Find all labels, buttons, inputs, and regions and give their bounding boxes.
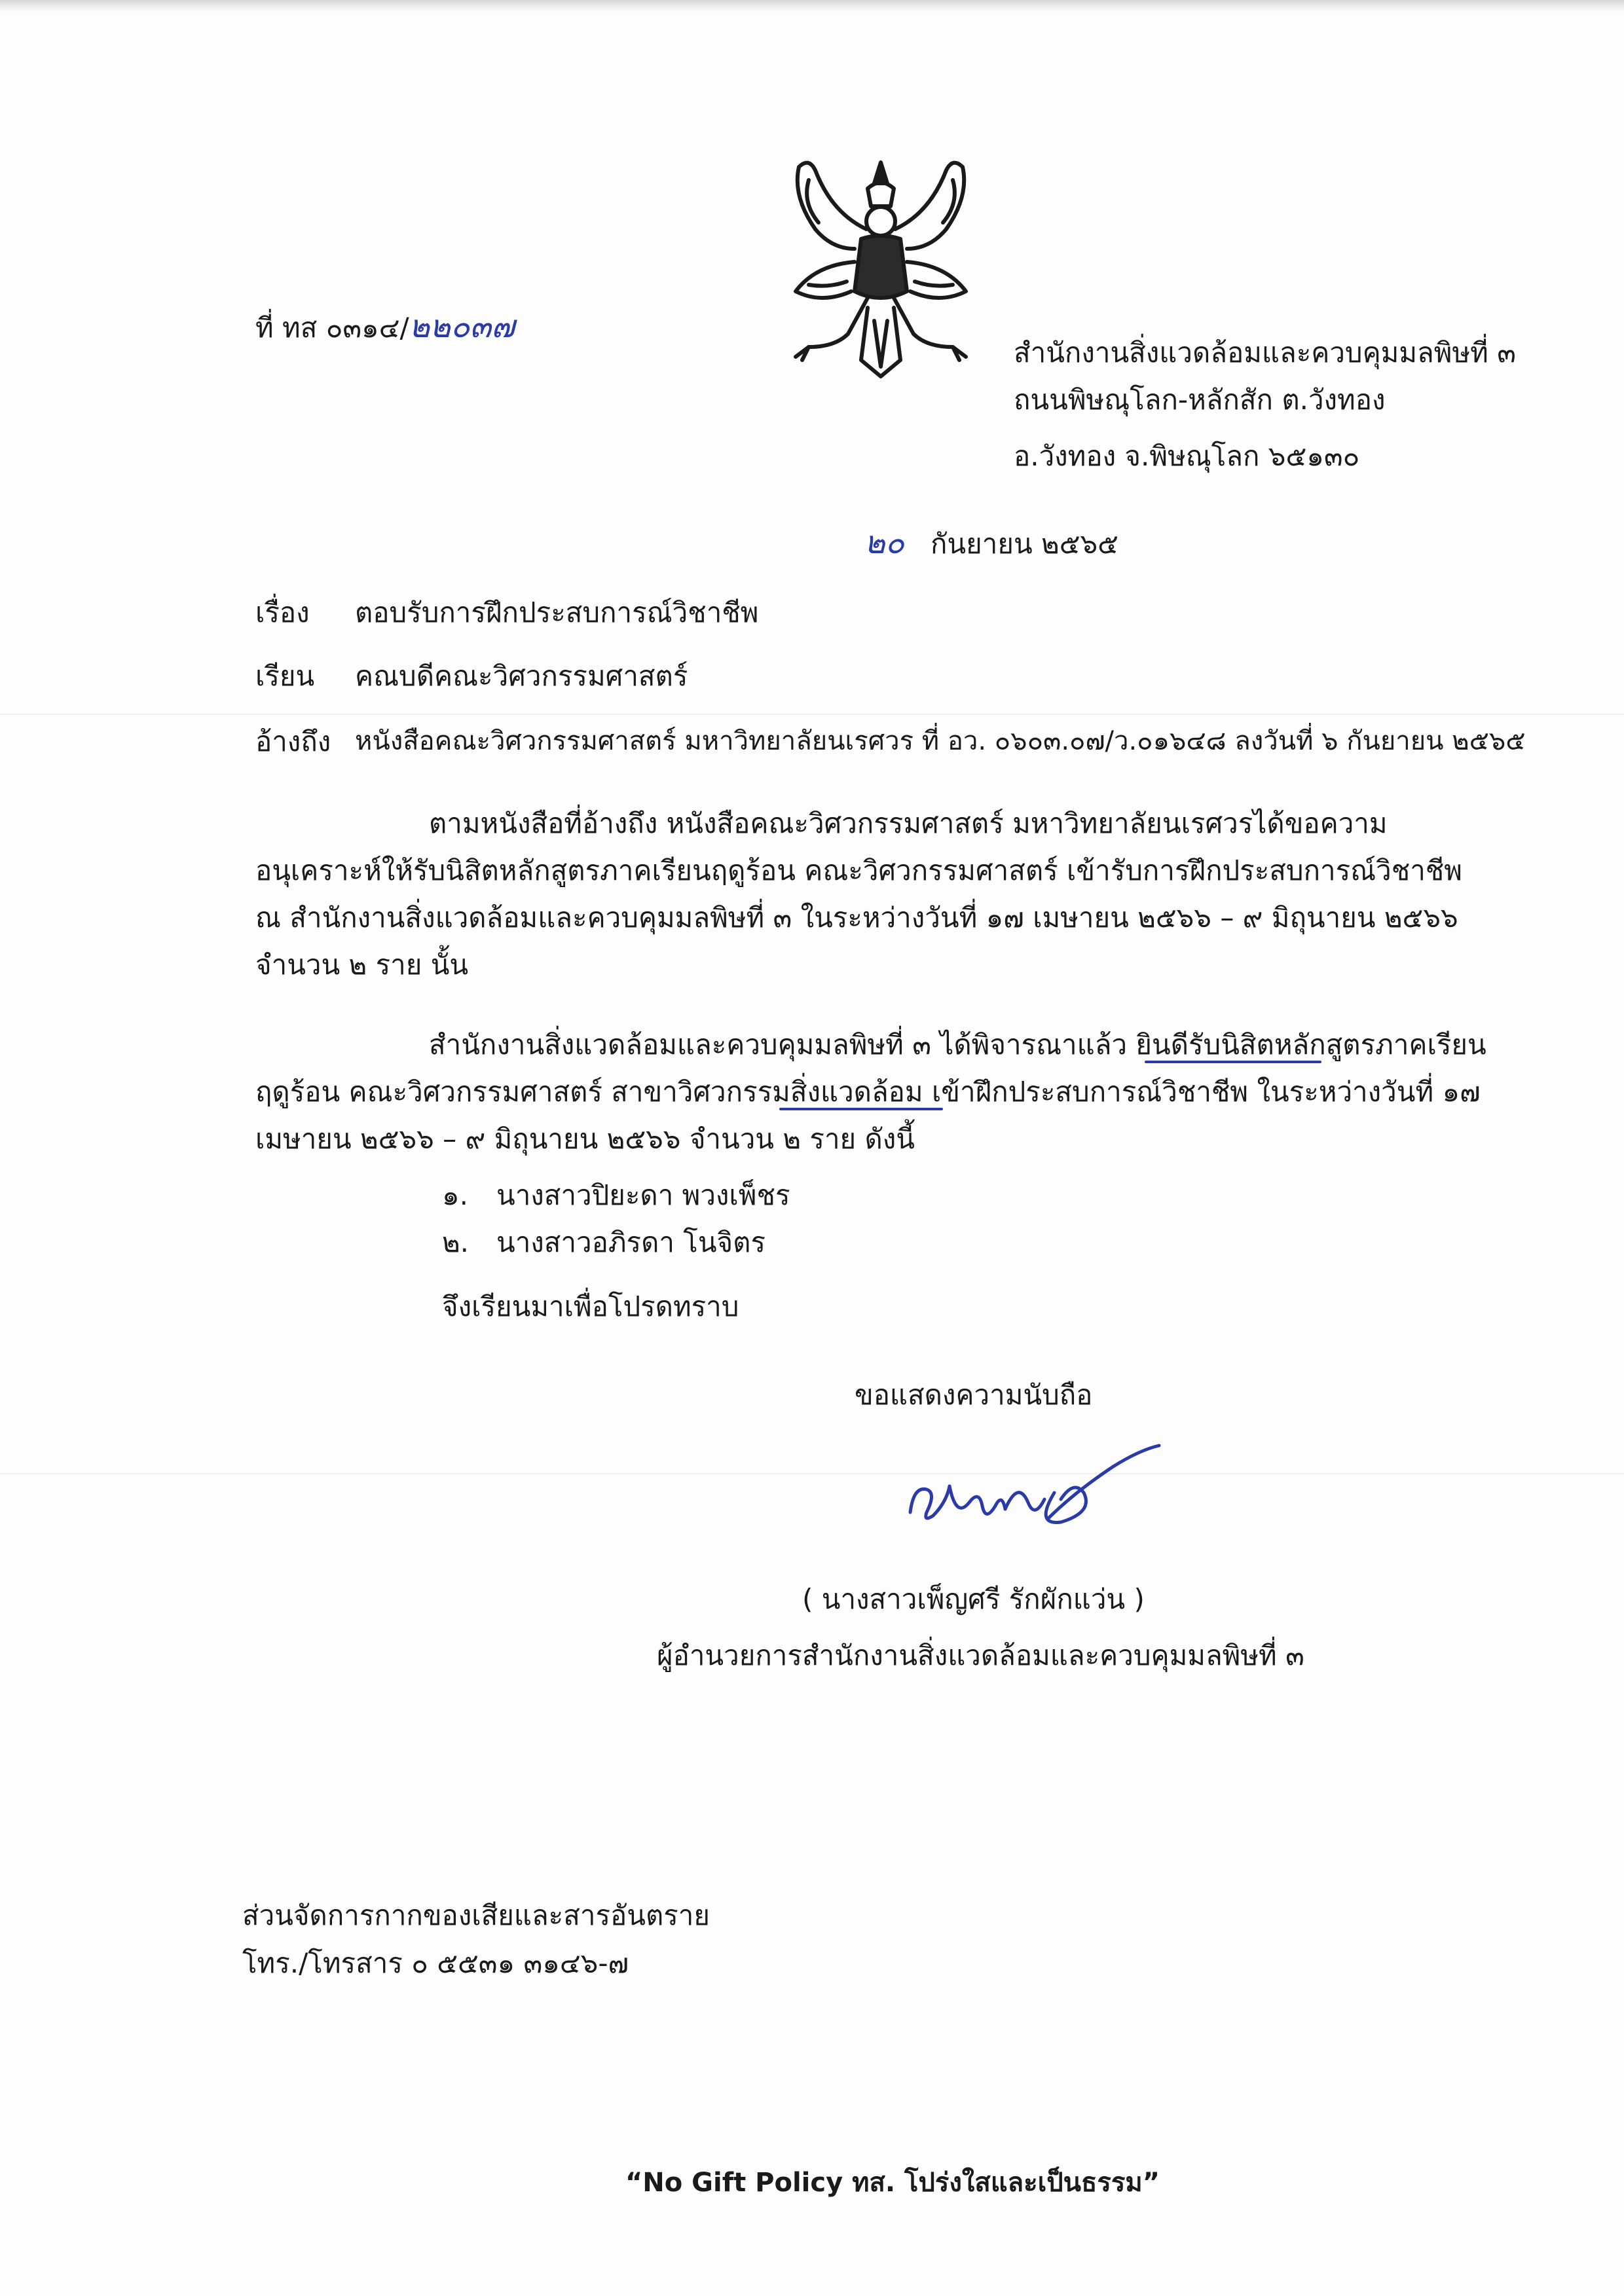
contact-phone: โทร./โทรสาร ๐ ๕๕๓๑ ๓๑๔๖-๗ bbox=[242, 1947, 629, 1979]
scan-edge bbox=[0, 0, 1624, 12]
student-name: นางสาวอภิรดา โนจิตร bbox=[496, 1226, 766, 1258]
student-number: ๒. bbox=[442, 1226, 470, 1258]
addressee-label: เรียน bbox=[255, 660, 315, 692]
reference-text: หนังสือคณะวิศวกรรมศาสตร์ มหาวิทยาลัยนเรศวร ที่ อว. ๐๖๐๓.๐๗/ว.๐๑๖๔๘ ลงวันที่ ๖ กันยายน ๒๕๖๕ bbox=[355, 726, 1526, 756]
paragraph-line: สำนักงานสิ่งแวดล้อมและควบคุมมลพิษที่ ๓ ได้พิจารณาแล้ว ยินดีรับนิสิตหลักสูตรภาคเรียน bbox=[429, 1029, 1486, 1061]
subject-label: เรื่อง bbox=[255, 596, 310, 629]
document-number bbox=[255, 308, 515, 345]
sender-line-3: อ.วังทอง จ.พิษณุโลก ๖๕๑๓๐ bbox=[1014, 440, 1360, 472]
handwritten-signature-icon bbox=[897, 1440, 1166, 1545]
footer-slogan: “No Gift Policy ทส. โปร่งใสและเป็นธรรม” bbox=[625, 2168, 1160, 2198]
addressee-text: คณบดีคณะวิศวกรรมศาสตร์ bbox=[355, 660, 688, 692]
body-paragraph-2 bbox=[255, 1021, 1493, 1163]
contact-unit: ส่วนจัดการกากของเสียและสารอันตราย bbox=[242, 1899, 710, 1931]
paragraph-line: ณ สำนักงานสิ่งแวดล้อมและควบคุมมลพิษที่ ๓ ในระหว่างวันที่ ๑๗ เมษายน ๒๕๖๖ – ๙ มิถุนายน ๒๕๖๖ bbox=[255, 902, 1458, 934]
signer-title: ผู้อำนวยการสำนักงานสิ่งแวดล้อมและควบคุมมลพิษที่ ๓ bbox=[657, 1639, 1304, 1671]
date-day-handwritten: ๒๐ bbox=[864, 524, 904, 561]
handwritten-underline bbox=[1145, 1061, 1321, 1063]
document-number-prefix: ที่ ทส ๐๓๑๔/ bbox=[255, 312, 409, 344]
paragraph-line: จำนวน ๒ ราย นั้น bbox=[255, 949, 469, 981]
garuda-emblem-icon bbox=[769, 151, 992, 386]
paragraph-line: ฤดูร้อน คณะวิศวกรรมศาสตร์ สาขาวิศวกรรมสิ่งแวดล้อม เข้าฝึกประสบการณ์วิชาชีพ ในระหว่างวันที่ ๑๗ bbox=[255, 1076, 1481, 1108]
fold-line bbox=[0, 714, 1624, 715]
body-paragraph-1 bbox=[255, 800, 1493, 989]
paragraph-line: เมษายน ๒๕๖๖ – ๙ มิถุนายน ๒๕๖๖ จำนวน ๒ ราย ดังนี้ bbox=[255, 1123, 915, 1155]
signer-name: ( นางสาวเพ็ญศรี รักผักแว่น ) bbox=[802, 1583, 1145, 1615]
student-name: นางสาวปิยะดา พวงเพ็ชร bbox=[496, 1179, 790, 1211]
handwritten-underline bbox=[779, 1108, 943, 1110]
student-number: ๑. bbox=[442, 1179, 469, 1211]
paragraph-line: ตามหนังสือที่อ้างถึง หนังสือคณะวิศวกรรมศาสตร์ มหาวิทยาลัยนเรศวรได้ขอความ bbox=[429, 807, 1388, 839]
sender-line-1: สำนักงานสิ่งแวดล้อมและควบคุมมลพิษที่ ๓ bbox=[1014, 337, 1516, 369]
sender-line-2: ถนนพิษณุโลก-หลักสัก ต.วังทอง bbox=[1014, 384, 1386, 416]
closing-request: จึงเรียนมาเพื่อโปรดทราบ bbox=[442, 1290, 739, 1322]
subject-text: ตอบรับการฝึกประสบการณ์วิชาชีพ bbox=[355, 596, 759, 629]
date-month-year: กันยายน ๒๕๖๕ bbox=[931, 528, 1118, 560]
paragraph-line: อนุเคราะห์ให้รับนิสิตหลักสูตรภาคเรียนฤดูร้อน คณะวิศวกรรมศาสตร์ เข้ารับการฝึกประสบการณ์วิชาชีพ bbox=[255, 854, 1462, 886]
reference-label: อ้างถึง bbox=[255, 725, 331, 757]
valediction: ขอแสดงความนับถือ bbox=[855, 1379, 1093, 1411]
document-number-handwritten: ๒๒๐๓๗ bbox=[409, 308, 515, 345]
letter-date bbox=[864, 524, 1118, 561]
fold-line bbox=[0, 1473, 1624, 1474]
